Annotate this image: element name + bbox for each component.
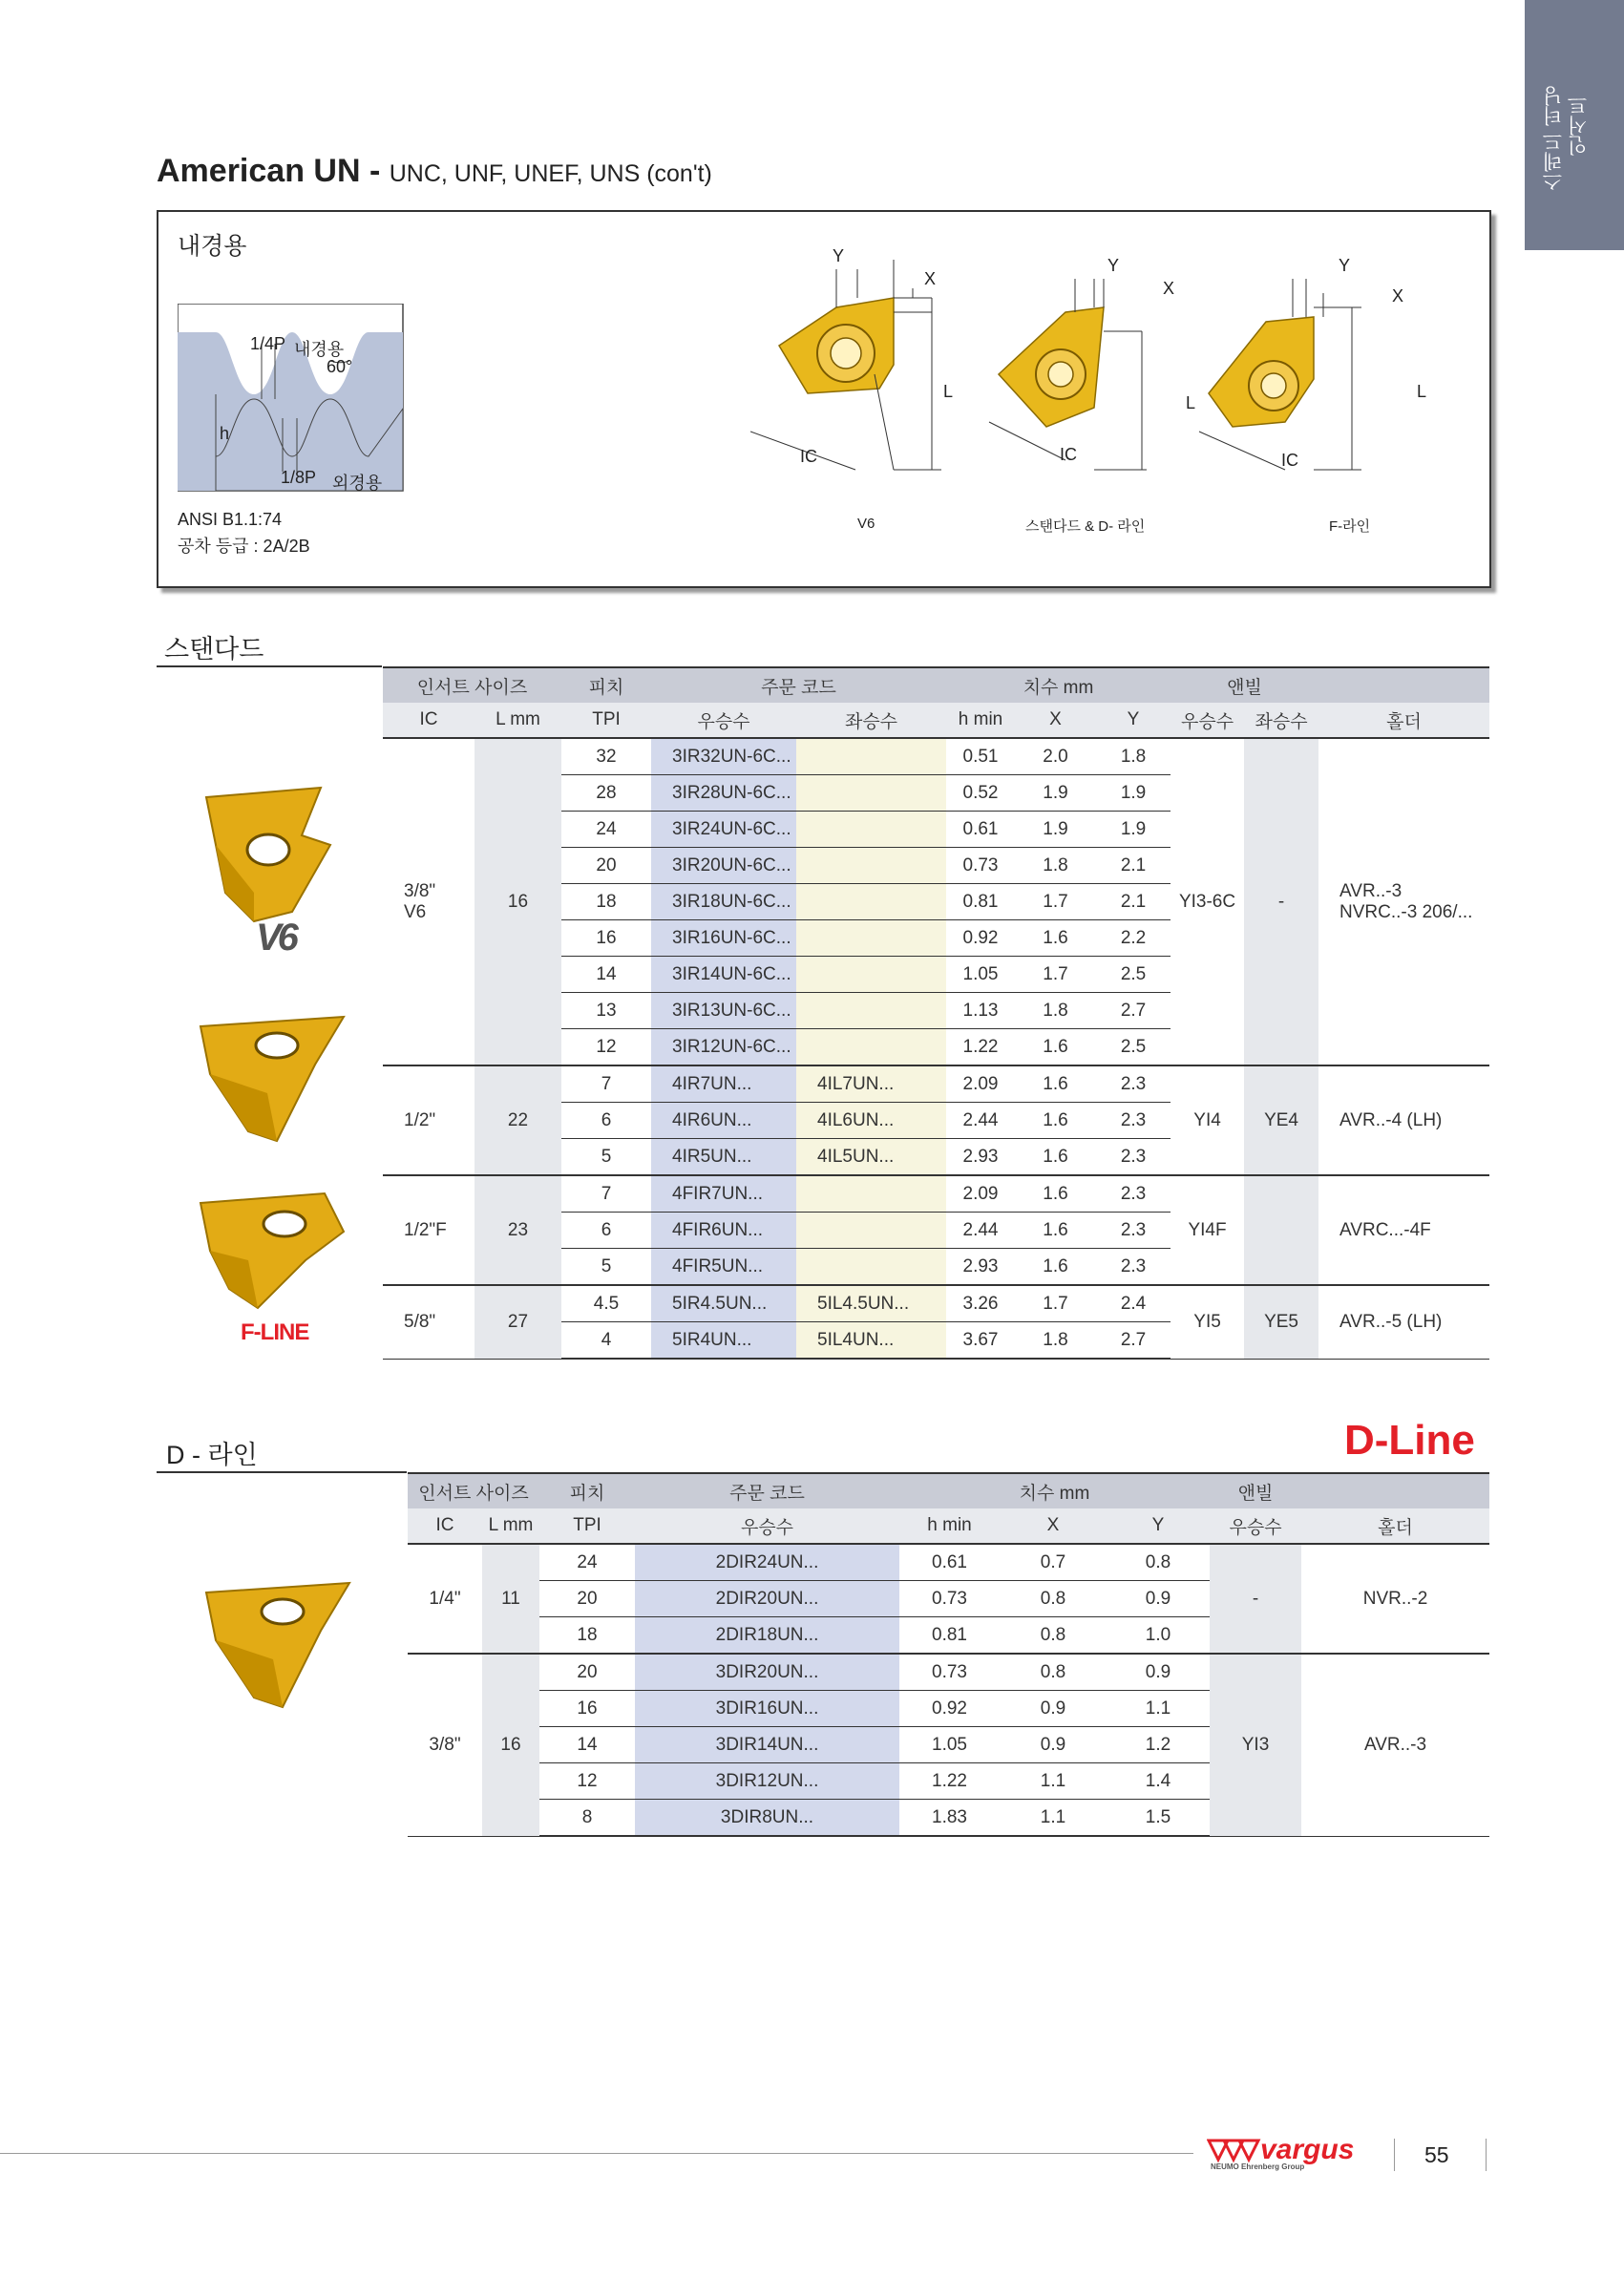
cell-h: 0.73 xyxy=(946,848,1015,884)
cell-tpi: 32 xyxy=(561,738,651,775)
cell-x: 1.6 xyxy=(1015,1103,1096,1139)
footer-separator-right xyxy=(1486,2139,1487,2171)
dim-label-x-fline: X xyxy=(1392,286,1404,306)
standard-insert-image xyxy=(191,1007,353,1150)
cell-tpi: 28 xyxy=(561,775,651,812)
cell-y: 2.4 xyxy=(1096,1285,1171,1322)
cell-x: 1.8 xyxy=(1015,993,1096,1029)
cell-left-code xyxy=(796,1029,946,1066)
cell-x: 1.6 xyxy=(1015,1029,1096,1066)
cell-right-code: 4IR6UN... xyxy=(651,1103,796,1139)
cell-right-code: 3DIR12UN... xyxy=(635,1763,899,1800)
cell-l: 16 xyxy=(482,1654,539,1836)
dline-table xyxy=(408,1472,1489,1837)
cell-left-code xyxy=(796,848,946,884)
fline-logo: F-LINE xyxy=(241,1319,309,1345)
caption-fline: F-라인 xyxy=(1329,518,1371,535)
th-anvil: 앤빌 xyxy=(1210,1473,1301,1508)
cell-h: 3.67 xyxy=(946,1322,1015,1360)
th-right: 우승수 xyxy=(651,703,796,738)
cell-y: 1.2 xyxy=(1107,1727,1210,1763)
thread-label-internal: 내경용 xyxy=(294,340,345,359)
cell-l: 23 xyxy=(475,1175,561,1285)
cell-y: 1.8 xyxy=(1096,738,1171,775)
cell-y: 2.3 xyxy=(1096,1139,1171,1176)
table-row xyxy=(383,738,1489,775)
cell-ic: 1/4" xyxy=(408,1544,482,1654)
cell-right-code: 3IR24UN-6C... xyxy=(651,812,796,848)
side-tab-line1: 스레드 터닝 xyxy=(1543,86,1565,192)
dim-label-x-standard: X xyxy=(1163,279,1175,298)
cell-y: 2.7 xyxy=(1096,1322,1171,1360)
cell-h: 2.93 xyxy=(946,1249,1015,1286)
dim-label-l-fline: L xyxy=(1417,382,1427,401)
cell-tpi: 20 xyxy=(561,848,651,884)
th-tpi: TPI xyxy=(561,703,651,738)
cell-y: 1.9 xyxy=(1096,812,1171,848)
table-row xyxy=(408,1544,1489,1581)
cell-tpi: 6 xyxy=(561,1103,651,1139)
th-anvil: 앤빌 xyxy=(1171,667,1318,703)
cell-x: 0.8 xyxy=(1000,1654,1107,1691)
standard-spec: ANSI B1.1:74 xyxy=(178,510,283,529)
cell-right-code: 3DIR20UN... xyxy=(635,1654,899,1691)
th-ic: IC xyxy=(408,1508,482,1544)
thread-label-external: 외경용 xyxy=(332,474,383,493)
cell-left-code xyxy=(796,812,946,848)
th-holder: 홀더 xyxy=(1318,703,1489,738)
cell-x: 1.6 xyxy=(1015,1139,1096,1176)
cell-anvil: - xyxy=(1210,1544,1301,1654)
cell-y: 0.8 xyxy=(1107,1544,1210,1581)
th-l: L mm xyxy=(482,1508,539,1544)
dim-label-ic-v6: IC xyxy=(800,447,817,466)
cell-tpi: 4 xyxy=(561,1322,651,1360)
cell-right-code: 3DIR14UN... xyxy=(635,1727,899,1763)
th-y: Y xyxy=(1107,1508,1210,1544)
cell-x: 1.9 xyxy=(1015,775,1096,812)
cell-h: 0.92 xyxy=(899,1691,1000,1727)
side-tab-line2: 인서트 xyxy=(1568,95,1590,156)
brand-name: vargus xyxy=(1260,2135,1355,2165)
cell-x: 1.7 xyxy=(1015,957,1096,993)
cell-y: 2.1 xyxy=(1096,884,1171,920)
cell-h: 2.93 xyxy=(946,1139,1015,1176)
cell-left-code: 4IL7UN... xyxy=(796,1065,946,1103)
cell-y: 0.9 xyxy=(1107,1581,1210,1617)
cell-holder: NVR..-2 xyxy=(1301,1544,1489,1654)
cell-h: 1.05 xyxy=(899,1727,1000,1763)
th-pitch: 피치 xyxy=(561,667,651,703)
cell-x: 1.6 xyxy=(1015,1213,1096,1249)
dim-label-y-standard: Y xyxy=(1107,256,1120,275)
cell-x: 1.8 xyxy=(1015,1322,1096,1360)
th-y: Y xyxy=(1096,703,1171,738)
cell-h: 0.81 xyxy=(946,884,1015,920)
cell-left-code xyxy=(796,1213,946,1249)
vargus-logo xyxy=(1207,2135,1382,2171)
th-left: 좌승수 xyxy=(796,703,946,738)
th-blank xyxy=(1318,667,1489,703)
th-h: h min xyxy=(899,1508,1000,1544)
cell-right-code: 2DIR20UN... xyxy=(635,1581,899,1617)
cell-tpi: 14 xyxy=(539,1727,635,1763)
th-anvil-right: 우승수 xyxy=(1210,1508,1301,1544)
thread-label-quarter-p: 1/4P xyxy=(250,334,286,353)
cell-h: 0.61 xyxy=(946,812,1015,848)
cell-holder: AVR..-4 (LH) xyxy=(1318,1065,1489,1175)
standard-section-title: 스탠다드 xyxy=(164,635,264,664)
cell-h: 2.09 xyxy=(946,1065,1015,1103)
th-h: h min xyxy=(946,703,1015,738)
cell-h: 2.44 xyxy=(946,1213,1015,1249)
v6-insert-drawing xyxy=(750,260,941,470)
cell-x: 0.7 xyxy=(1000,1544,1107,1581)
cell-y: 1.1 xyxy=(1107,1691,1210,1727)
cell-l: 16 xyxy=(475,738,561,1065)
cell-right-code: 3IR18UN-6C... xyxy=(651,884,796,920)
table-row xyxy=(383,1175,1489,1213)
cell-holder: AVR..-3 xyxy=(1301,1654,1489,1836)
cell-right-code: 4FIR6UN... xyxy=(651,1213,796,1249)
cell-y: 2.5 xyxy=(1096,1029,1171,1066)
cell-x: 1.6 xyxy=(1015,920,1096,957)
cell-ic: 3/8" xyxy=(408,1654,482,1836)
cell-left-code xyxy=(796,993,946,1029)
dim-label-y-fline: Y xyxy=(1339,256,1351,275)
th-ic: IC xyxy=(383,703,475,738)
cell-ic: 1/2"F xyxy=(383,1175,475,1285)
cell-right-code: 3DIR16UN... xyxy=(635,1691,899,1727)
cell-tpi: 5 xyxy=(561,1249,651,1286)
cell-tpi: 16 xyxy=(539,1691,635,1727)
cell-h: 1.22 xyxy=(946,1029,1015,1066)
cell-anvil-left: YE5 xyxy=(1244,1285,1318,1359)
th-dimensions: 치수 mm xyxy=(946,667,1171,703)
th-l: L mm xyxy=(475,703,561,738)
cell-tpi: 7 xyxy=(561,1175,651,1213)
dim-label-ic-standard: IC xyxy=(1060,445,1077,464)
cell-tpi: 8 xyxy=(539,1800,635,1837)
cell-ic: 3/8" V6 xyxy=(383,738,475,1065)
cell-right-code: 3IR16UN-6C... xyxy=(651,920,796,957)
page-title-sub: UNC, UNF, UNEF, UNS (con't) xyxy=(389,160,712,187)
dim-label-y-v6: Y xyxy=(833,246,845,265)
cell-x: 1.8 xyxy=(1015,848,1096,884)
dline-section-title: D - 라인 xyxy=(166,1441,258,1469)
cell-left-code xyxy=(796,738,946,775)
insert-dimension-drawings xyxy=(750,241,1461,498)
cell-left-code: 4IL6UN... xyxy=(796,1103,946,1139)
cell-y: 1.0 xyxy=(1107,1617,1210,1655)
cell-x: 1.1 xyxy=(1000,1763,1107,1800)
cell-tpi: 16 xyxy=(561,920,651,957)
cell-tpi: 7 xyxy=(561,1065,651,1103)
cell-tpi: 5 xyxy=(561,1139,651,1176)
cell-anvil-left: - xyxy=(1244,738,1318,1065)
dim-label-l-v6: L xyxy=(943,382,954,401)
fline-insert-drawing xyxy=(1199,279,1361,470)
cell-right-code: 5IR4UN... xyxy=(651,1322,796,1360)
dim-label-x-v6: X xyxy=(924,269,937,288)
cell-y: 2.2 xyxy=(1096,920,1171,957)
cell-right-code: 2DIR18UN... xyxy=(635,1617,899,1655)
cell-l: 22 xyxy=(475,1065,561,1175)
cell-x: 2.0 xyxy=(1015,738,1096,775)
cell-x: 0.8 xyxy=(1000,1617,1107,1655)
th-x: X xyxy=(1000,1508,1107,1544)
cell-h: 0.73 xyxy=(899,1654,1000,1691)
dline-insert-image xyxy=(197,1573,359,1717)
cell-y: 2.3 xyxy=(1096,1213,1171,1249)
dim-label-l-standard: L xyxy=(1186,393,1196,412)
th-x: X xyxy=(1015,703,1096,738)
cell-tpi: 20 xyxy=(539,1581,635,1617)
th-blank xyxy=(1301,1473,1489,1508)
cell-right-code: 5IR4.5UN... xyxy=(651,1285,796,1322)
cell-h: 0.73 xyxy=(899,1581,1000,1617)
dline-logo: D-Line xyxy=(1344,1417,1475,1464)
cell-anvil-right: YI4 xyxy=(1171,1065,1244,1175)
figure-box-title: 내경용 xyxy=(178,233,247,260)
cell-anvil: YI3 xyxy=(1210,1654,1301,1836)
cell-right-code: 3IR12UN-6C... xyxy=(651,1029,796,1066)
cell-tpi: 6 xyxy=(561,1213,651,1249)
cell-tpi: 18 xyxy=(539,1617,635,1655)
cell-y: 2.3 xyxy=(1096,1103,1171,1139)
dline-section-underline xyxy=(157,1471,407,1473)
cell-tpi: 12 xyxy=(539,1763,635,1800)
cell-ic: 1/2" xyxy=(383,1065,475,1175)
cell-anvil-left xyxy=(1244,1175,1318,1285)
table-row xyxy=(383,1285,1489,1322)
cell-x: 1.1 xyxy=(1000,1800,1107,1837)
cell-right-code: 3DIR8UN... xyxy=(635,1800,899,1837)
tolerance-class: 공차 등급 : 2A/2B xyxy=(178,537,310,556)
thread-label-h: h xyxy=(220,424,230,443)
cell-tpi: 20 xyxy=(539,1654,635,1691)
cell-h: 3.26 xyxy=(946,1285,1015,1322)
cell-l: 11 xyxy=(482,1544,539,1654)
th-order-code: 주문 코드 xyxy=(651,667,946,703)
th-right: 우승수 xyxy=(635,1508,899,1544)
cell-h: 0.81 xyxy=(899,1617,1000,1655)
cell-h: 1.83 xyxy=(899,1800,1000,1837)
cell-right-code: 3IR13UN-6C... xyxy=(651,993,796,1029)
thread-label-angle: 60° xyxy=(327,357,353,376)
th-holder: 홀더 xyxy=(1301,1508,1489,1544)
cell-h: 1.22 xyxy=(899,1763,1000,1800)
page-title xyxy=(157,153,712,190)
cell-right-code: 2DIR24UN... xyxy=(635,1544,899,1581)
cell-tpi: 12 xyxy=(561,1029,651,1066)
cell-left-code xyxy=(796,920,946,957)
cell-anvil-right: YI5 xyxy=(1171,1285,1244,1359)
cell-y: 1.4 xyxy=(1107,1763,1210,1800)
cell-h: 0.61 xyxy=(899,1544,1000,1581)
cell-x: 0.8 xyxy=(1000,1581,1107,1617)
cell-holder: AVR..-5 (LH) xyxy=(1318,1285,1489,1359)
standard-table xyxy=(383,666,1489,1360)
cell-tpi: 24 xyxy=(561,812,651,848)
cell-y: 2.3 xyxy=(1096,1175,1171,1213)
brand-sub: NEUMO Ehrenberg Group xyxy=(1211,2162,1305,2171)
cell-holder: AVRC...-4F xyxy=(1318,1175,1489,1285)
cell-x: 1.7 xyxy=(1015,1285,1096,1322)
cell-x: 1.9 xyxy=(1015,812,1096,848)
cell-left-code xyxy=(796,1175,946,1213)
footer-line xyxy=(0,2153,1193,2154)
cell-anvil-right: YI3-6C xyxy=(1171,738,1244,1065)
th-tpi: TPI xyxy=(539,1508,635,1544)
cell-tpi: 14 xyxy=(561,957,651,993)
cell-l: 27 xyxy=(475,1285,561,1359)
thread-label-eighth-p: 1/8P xyxy=(281,468,317,487)
cell-ic: 5/8" xyxy=(383,1285,475,1359)
th-anvil-right: 우승수 xyxy=(1171,703,1244,738)
cell-left-code: 5IL4UN... xyxy=(796,1322,946,1360)
cell-h: 0.92 xyxy=(946,920,1015,957)
cell-y: 0.9 xyxy=(1107,1654,1210,1691)
cell-h: 2.44 xyxy=(946,1103,1015,1139)
footer-separator xyxy=(1394,2139,1395,2171)
th-insert-size: 인서트 사이즈 xyxy=(383,667,561,703)
cell-left-code xyxy=(796,775,946,812)
cell-left-code xyxy=(796,957,946,993)
cell-right-code: 4FIR7UN... xyxy=(651,1175,796,1213)
cell-y: 2.7 xyxy=(1096,993,1171,1029)
cell-x: 0.9 xyxy=(1000,1691,1107,1727)
standard-insert-drawing xyxy=(989,279,1147,470)
table-row xyxy=(408,1654,1489,1691)
th-anvil-left: 좌승수 xyxy=(1244,703,1318,738)
cell-h: 1.05 xyxy=(946,957,1015,993)
cell-h: 1.13 xyxy=(946,993,1015,1029)
th-dimensions: 치수 mm xyxy=(899,1473,1210,1508)
cell-left-code xyxy=(796,884,946,920)
cell-h: 0.52 xyxy=(946,775,1015,812)
fline-insert-image xyxy=(191,1184,353,1318)
cell-left-code xyxy=(796,1249,946,1286)
cell-y: 2.5 xyxy=(1096,957,1171,993)
cell-right-code: 3IR14UN-6C... xyxy=(651,957,796,993)
cell-x: 1.7 xyxy=(1015,884,1096,920)
side-tab xyxy=(1525,0,1624,250)
cell-left-code: 4IL5UN... xyxy=(796,1139,946,1176)
cell-tpi: 4.5 xyxy=(561,1285,651,1322)
cell-y: 1.9 xyxy=(1096,775,1171,812)
table-row xyxy=(383,1065,1489,1103)
cell-right-code: 4IR5UN... xyxy=(651,1139,796,1176)
cell-tpi: 13 xyxy=(561,993,651,1029)
cell-h: 0.51 xyxy=(946,738,1015,775)
cell-x: 1.6 xyxy=(1015,1175,1096,1213)
th-pitch: 피치 xyxy=(539,1473,635,1508)
page-number: 55 xyxy=(1424,2142,1449,2167)
cell-right-code: 3IR28UN-6C... xyxy=(651,775,796,812)
cell-left-code: 5IL4.5UN... xyxy=(796,1285,946,1322)
cell-tpi: 24 xyxy=(539,1544,635,1581)
th-order-code: 주문 코드 xyxy=(635,1473,899,1508)
cell-h: 2.09 xyxy=(946,1175,1015,1213)
cell-y: 1.5 xyxy=(1107,1800,1210,1837)
cell-anvil-right: YI4F xyxy=(1171,1175,1244,1285)
cell-y: 2.3 xyxy=(1096,1065,1171,1103)
figure-box xyxy=(157,210,1491,588)
caption-standard-dline: 스탠다드 & D- 라인 xyxy=(1025,518,1146,535)
cell-holder: AVR..-3 NVRC..-3 206/... xyxy=(1318,738,1489,1065)
cell-tpi: 18 xyxy=(561,884,651,920)
standard-section-underline xyxy=(157,665,382,667)
cell-right-code: 3IR20UN-6C... xyxy=(651,848,796,884)
cell-anvil-left: YE4 xyxy=(1244,1065,1318,1175)
cell-x: 0.9 xyxy=(1000,1727,1107,1763)
cell-right-code: 3IR32UN-6C... xyxy=(651,738,796,775)
cell-y: 2.1 xyxy=(1096,848,1171,884)
page-title-main: American UN - xyxy=(157,153,390,189)
th-insert-size: 인서트 사이즈 xyxy=(408,1473,539,1508)
cell-y: 2.3 xyxy=(1096,1249,1171,1286)
caption-v6: V6 xyxy=(857,516,875,532)
cell-x: 1.6 xyxy=(1015,1249,1096,1286)
dim-label-ic-fline: IC xyxy=(1281,451,1298,470)
cell-x: 1.6 xyxy=(1015,1065,1096,1103)
v6-logo: V6 xyxy=(256,917,295,959)
cell-right-code: 4FIR5UN... xyxy=(651,1249,796,1286)
cell-right-code: 4IR7UN... xyxy=(651,1065,796,1103)
